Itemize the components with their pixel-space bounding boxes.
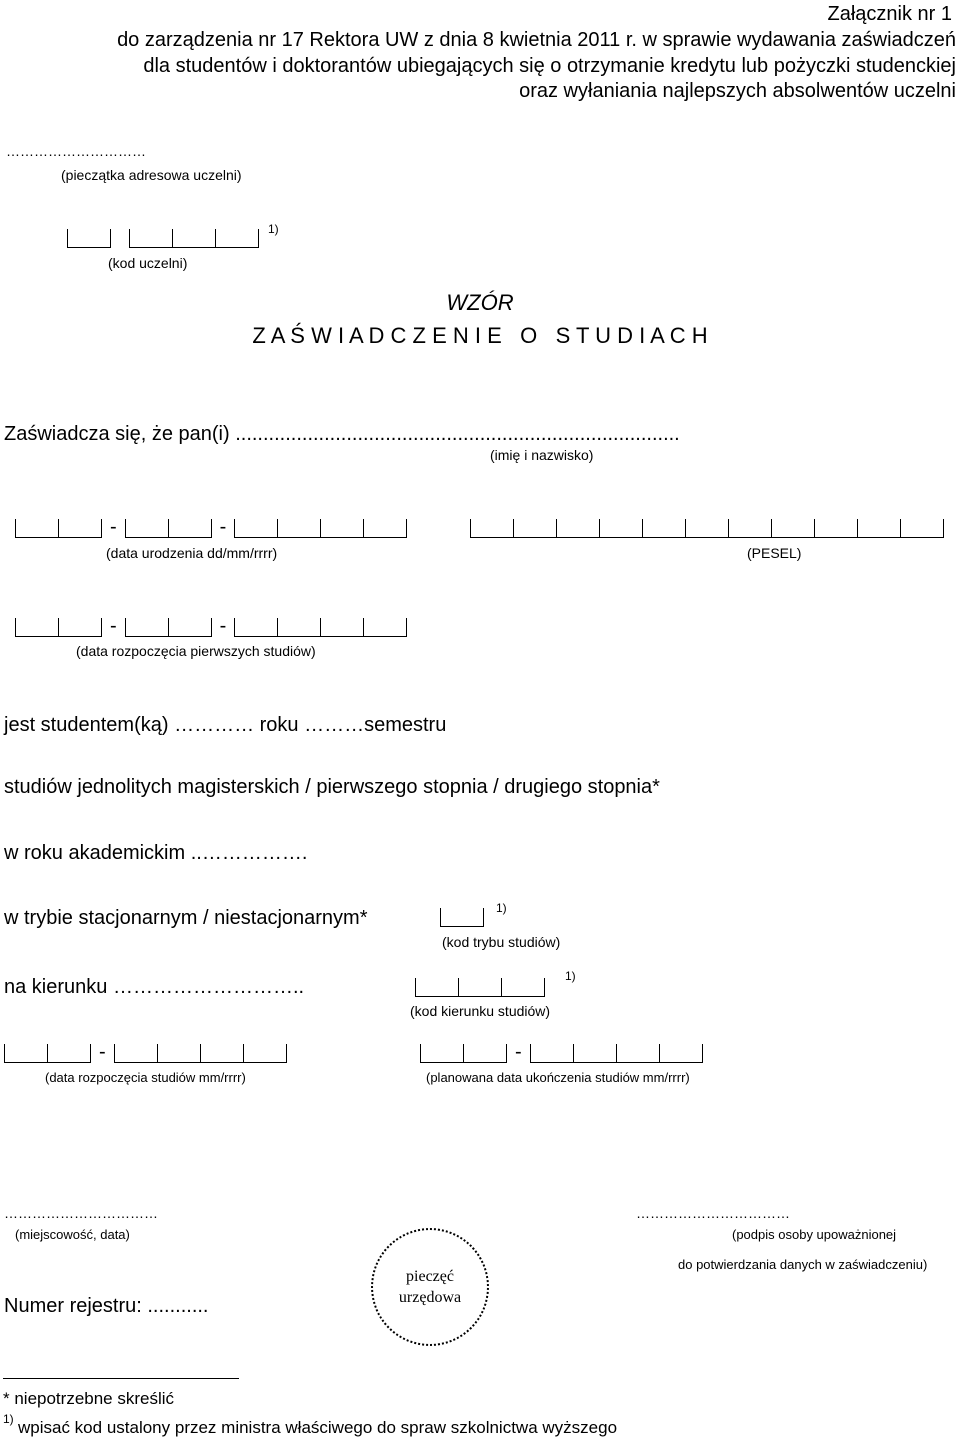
first-studies-date-boxes[interactable]: - - [15,617,407,637]
register-number[interactable]: Numer rejestru: ........... [4,1295,209,1317]
place-date-dots[interactable]: …………………………… [4,1205,158,1221]
footnote-1: wpisać kod ustalony przez ministra właściwego do spraw szkolnictwa wyższego [18,1418,618,1437]
footnote-asterisk: * niepotrzebne skreślić [3,1389,175,1408]
header-line-2: do zarządzenia nr 17 Rektora UW z dnia 8 kwietnia 2011 r. w sprawie wydawania zaświadczeń [117,29,956,51]
student-year-semester[interactable]: jest studentem(ką) ………… roku ………semestru [4,714,447,736]
signature-label-1: (podpis osoby upoważnionej [732,1227,897,1242]
pesel-label: (PESEL) [747,545,802,561]
stamp-text-1: pieczęć [406,1268,454,1285]
name-label: (imię i nazwisko) [490,447,594,463]
header-line-3: dla studentów i doktorantów ubiegających się o otrzymanie kredytu lub pożyczki studenckiej [143,55,956,77]
stamp-text-2: urzędowa [398,1289,462,1306]
university-code-label: (kod uczelni) [108,255,188,271]
address-stamp-label: (pieczątka adresowa uczelni) [61,167,242,183]
signature-label-2: do potwierdzania danych w zaświadczeniu) [678,1257,928,1272]
header-line-4: oraz wyłaniania najlepszych absolwentów uczelni [519,80,956,102]
pesel-boxes[interactable] [470,518,944,538]
study-mode-code-box[interactable] [440,907,484,927]
study-mode: w trybie stacjonarnym / niestacjonarnym* [4,907,368,929]
certify-name-line[interactable]: Zaświadcza się, że pan(i) ................................................................................ [4,423,680,445]
footnote-ref: 1) [565,969,576,983]
footnote-ref: 1) [268,222,279,236]
field-code-label: (kod kierunku studiów) [410,1003,551,1019]
address-stamp-dots: ………………………… [6,143,146,159]
birth-date-boxes[interactable]: - - [15,518,407,538]
signature-dots[interactable]: …………………………… [636,1205,790,1221]
template-label: WZÓR [446,290,514,315]
study-start-date-label: (data rozpoczęcia studiów mm/rrrr) [45,1070,246,1085]
place-date-label: (miejscowość, data) [15,1227,130,1242]
study-level: studiów jednolitych magisterskich / pierwszego stopnia / drugiego stopnia* [4,776,660,798]
study-end-date-label: (planowana data ukończenia studiów mm/rrrr) [426,1070,690,1085]
study-start-date-boxes[interactable]: - [4,1043,287,1063]
study-end-date-boxes[interactable]: - [420,1043,703,1063]
official-stamp [371,1228,489,1346]
document-title: Z A Ś W I A D C Z E N I E O S T U D I A C H [252,323,708,348]
footnote-ref: 1) [496,901,507,915]
study-mode-code-label: (kod trybu studiów) [442,934,561,950]
field-of-study[interactable]: na kierunku ……………………….. [4,976,305,998]
university-code-boxes[interactable] [67,228,259,248]
annex-title: Załącznik nr 1 [827,3,952,25]
footnote-ref: 1) [3,1412,14,1426]
field-code-boxes[interactable] [415,977,545,997]
footnote-divider [3,1378,239,1379]
academic-year[interactable]: w roku akademickim ..……………. [4,842,308,864]
birth-date-label: (data urodzenia dd/mm/rrrr) [106,545,278,561]
first-studies-date-label: (data rozpoczęcia pierwszych studiów) [76,643,316,659]
